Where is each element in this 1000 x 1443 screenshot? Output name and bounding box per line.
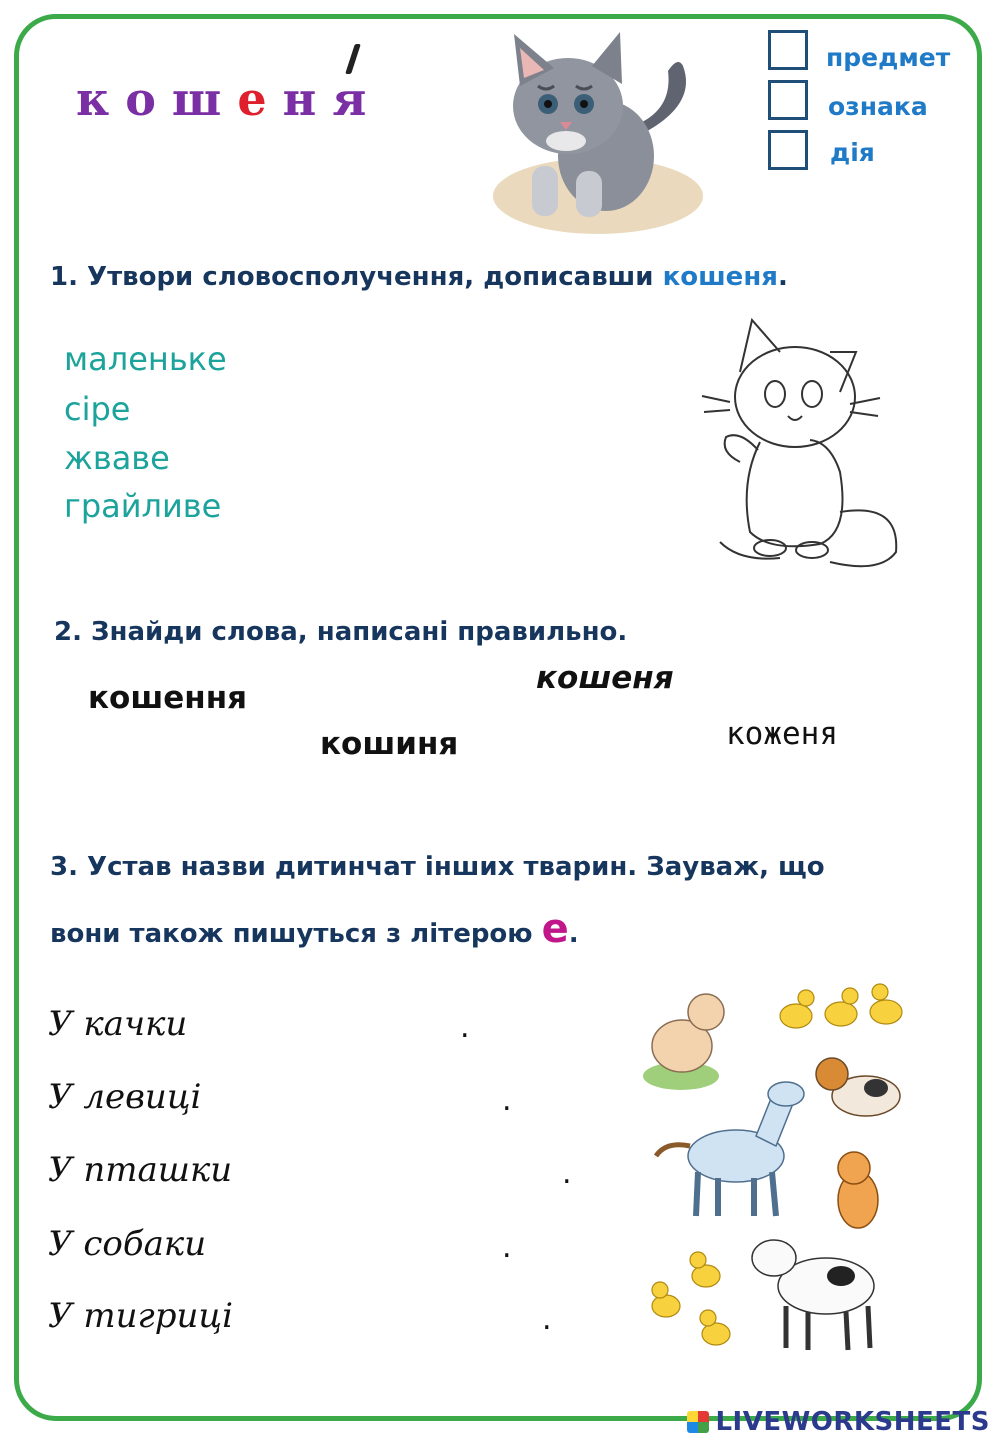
sentence-text: У собаки <box>48 1224 207 1264</box>
predmet-label: предмет <box>826 43 951 72</box>
task2-heading: 2. Знайди слова, написані правильно. <box>54 617 628 647</box>
sentence-dot: . <box>562 1156 572 1191</box>
sentence-text: У пташки <box>48 1150 233 1190</box>
task1-word: жваве <box>64 439 170 477</box>
task1-highlight: кошеня <box>662 262 778 292</box>
task1-word: сіре <box>64 390 131 428</box>
spelling-option[interactable]: кошення <box>88 680 248 716</box>
task3-letter: е <box>541 906 569 952</box>
task1-heading <box>50 262 788 292</box>
task3-line2 <box>50 906 579 952</box>
title-letter: н <box>282 72 319 126</box>
title-letter-vowel: е <box>237 72 269 126</box>
sentence-dot: . <box>502 1230 512 1265</box>
diia-checkbox[interactable] <box>768 130 808 170</box>
sentence-text: У качки <box>48 1004 188 1044</box>
title-letter: о <box>125 72 158 126</box>
spelling-option[interactable]: коженя <box>726 716 838 752</box>
spelling-option[interactable]: кошиня <box>320 726 459 762</box>
liveworksheets-badge-icon <box>687 1411 709 1433</box>
sentence-dot: . <box>502 1083 512 1118</box>
title-letter: к <box>76 72 112 126</box>
sentence-dot: . <box>460 1010 470 1045</box>
sentence-dot: . <box>542 1302 552 1337</box>
spelling-option[interactable]: кошеня <box>536 660 674 696</box>
oznaka-checkbox[interactable] <box>768 80 808 120</box>
diia-label: дія <box>830 138 875 167</box>
title-word <box>76 72 382 126</box>
task1-word: маленьке <box>64 340 227 378</box>
task1-text: 1. Утвори словосполучення, дописавши <box>50 262 663 292</box>
watermark-text: LIVEWORKSHEETS <box>715 1407 990 1437</box>
title-letter: ш <box>171 72 224 126</box>
predmet-checkbox[interactable] <box>768 30 808 70</box>
task1-end: . <box>777 262 788 292</box>
kitten-line-drawing <box>700 312 910 582</box>
task1-word: грайливе <box>64 487 222 525</box>
title-letter: я <box>332 72 369 126</box>
kitten-photo <box>488 26 708 236</box>
liveworksheets-logo <box>687 1407 990 1437</box>
baby-animals-illustration <box>636 976 926 1366</box>
sentence-text: У левиці <box>48 1077 202 1117</box>
oznaka-label: ознака <box>828 92 928 121</box>
task3-end: . <box>568 919 579 949</box>
task3-line1: 3. Устав назви дитинчат інших тварин. Зауваж, що <box>50 852 825 882</box>
task3-line2-text: вони також пишуться з літерою <box>50 919 542 949</box>
sentence-text: У тигриці <box>48 1296 233 1336</box>
